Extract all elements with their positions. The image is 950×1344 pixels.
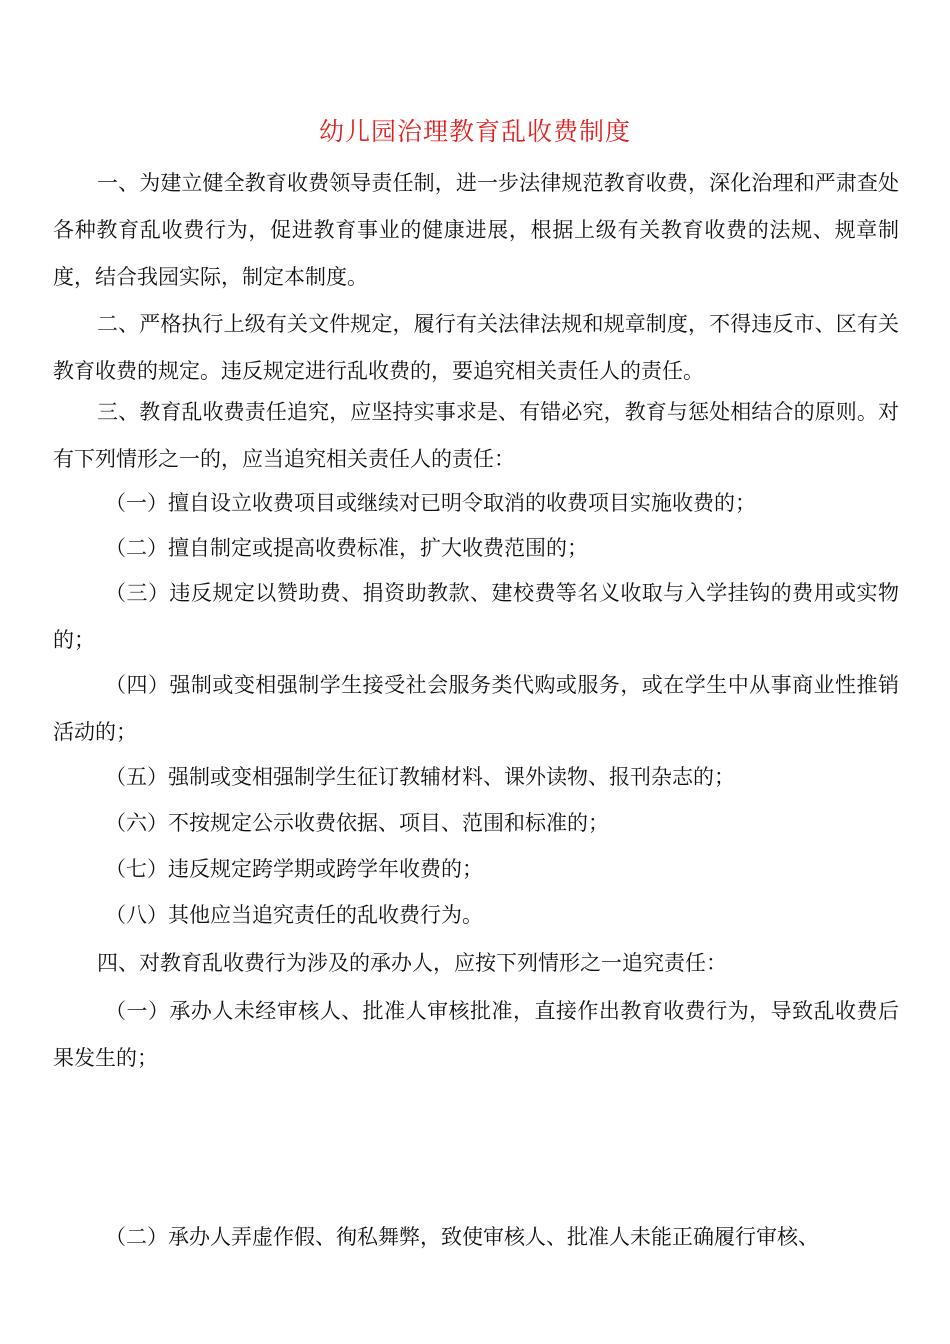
list-item-1: （一）擅自设立收费项目或继续对已明令取消的收费项目实施收费的； [105,491,756,515]
list-item-3: （三）违反规定以赞助费、捐资助教款、建校费等名义收取与入学挂钩的费用或实物的； [53,581,899,652]
paragraph-3: 三、教育乱收费责任追究，应坚持实事求是、有错必究，教育与惩处相结合的原则。对有下列情形之一的，应当追究相关责任人的责任： [53,400,899,471]
paragraph-1: 一、为建立健全教育收费领导责任制，进一步法律规范教育收费，深化治理和严肃查处各种教育乱收费行为，促进教育事业的健康进展，根据上级有关教育收费的法规、规章制度，结合我园实际，制定本制度。 [53,171,899,289]
list-item-9: （一）承办人未经审核人、批准人审核批准，直接作出教育收费行为，导致乱收费后果发生的； [53,999,899,1070]
paragraph-4: 四、对教育乱收费行为涉及的承办人，应按下列情形之一追究责任： [97,951,727,975]
list-item-4: （四）强制或变相强制学生接受社会服务类代购或服务，或在学生中从事商业性推销活动的； [53,673,899,744]
list-item-8: （八）其他应当追究责任的乱收费行为。 [105,903,483,927]
document-title: 幼儿园治理教育乱收费制度 [318,117,631,146]
list-item-7: （七）违反规定跨学期或跨学年收费的； [105,857,483,881]
paragraph-2: 二、严格执行上级有关文件规定，履行有关法律法规和规章制度，不得违反市、区有关教育收费的规定。违反规定进行乱收费的，要追究相关责任人的责任。 [53,312,899,383]
list-item-5: （五）强制或变相强制学生征订教辅材料、课外读物、报刊杂志的； [105,765,735,789]
list-item-6: （六）不按规定公示收费依据、项目、范围和标准的； [105,811,609,835]
list-item-2: （二）擅自制定或提高收费标准，扩大收费范围的； [105,536,588,560]
list-item-10: （二）承办人弄虚作假、徇私舞弊，致使审核人、批准人未能正确履行审核、 [105,1225,819,1249]
